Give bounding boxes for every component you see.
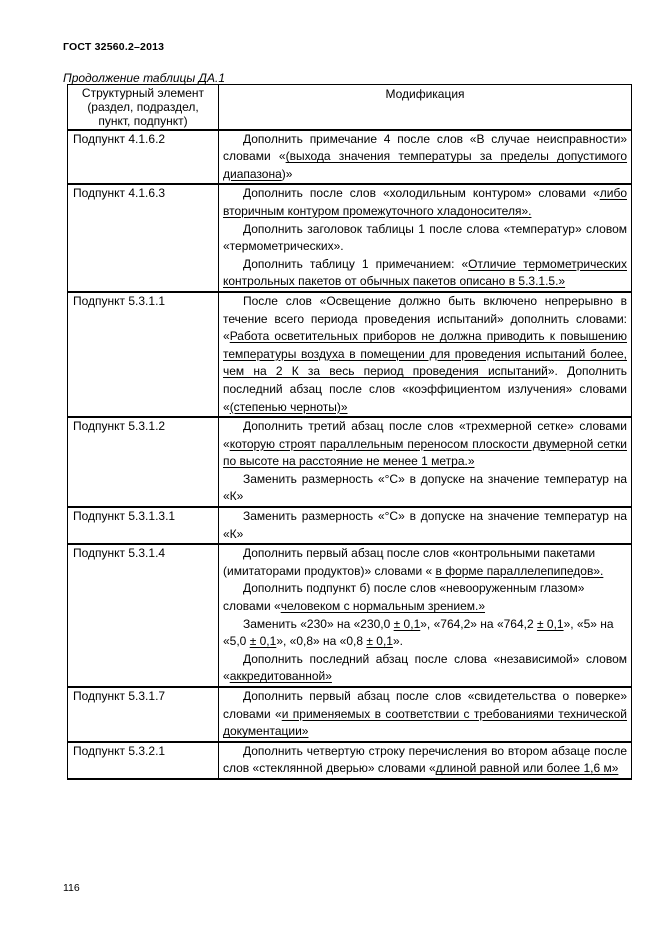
structural-element-cell: Подпункт 5.3.2.1	[68, 742, 219, 779]
modification-paragraph	[223, 293, 627, 416]
table-body	[68, 130, 632, 779]
instruction-text: Дополнить первый абзац после слов «контрольными пакетами (имитаторами продуктов)» словами «	[223, 546, 596, 578]
table-row	[68, 292, 632, 417]
structural-element-cell: Подпункт 5.3.1.1	[68, 292, 219, 417]
inserted-text: Отличие термометрических контрольных пакетов от обычных пакетов описано в 5.3.1.5.»	[223, 256, 627, 289]
modification-paragraph	[223, 616, 627, 651]
modification-paragraph	[223, 651, 627, 686]
instruction-text: ».	[392, 634, 403, 649]
structural-element-cell: Подпункт 4.1.6.3	[68, 184, 219, 292]
inserted-text: ± 0,1	[366, 634, 393, 649]
inserted-text: Работа осветительных приборов не должна приводить к повышению температуры воздуха в помещении для проведения испытаний более, чем на 2 К за весь период проведения испытаний	[223, 329, 627, 379]
modification-cell	[219, 742, 632, 779]
page-number: 116	[63, 882, 80, 894]
inserted-text: (выхода значения температуры за пределы допустимого диапазона	[223, 149, 628, 181]
structural-element-cell: Подпункт 5.3.1.7	[68, 687, 219, 742]
modification-paragraph	[223, 471, 627, 506]
inserted-text: которую строят параллельным переносом плоскости двумерной сетки по высоте на расстояние не менее 1 метра.»	[223, 436, 627, 469]
instruction-text: Дополнить таблицу 1 примечанием: «	[243, 256, 469, 271]
modification-paragraph	[223, 185, 627, 220]
inserted-text: в форме параллелепипедов».	[435, 563, 604, 578]
modification-table	[67, 84, 632, 780]
inserted-text: либо вторичным контуром промежуточного хладоносителя».	[223, 186, 627, 218]
instruction-text: Заменить «230» на «230,0	[243, 616, 394, 631]
inserted-text: ± 0,1	[249, 634, 277, 649]
instruction-text: После слов «Освещение должно быть включено непрерывно в течение всего периода проведения испытаний» дополнить словами: «	[223, 293, 627, 344]
structural-element-cell: Подпункт 5.3.1.3.1	[68, 507, 219, 544]
inserted-text: и применяемых в соответствии с требованиями технической документации»	[223, 706, 628, 739]
instruction-text: Дополнить последний абзац после слова «независимой» словом «	[223, 651, 627, 684]
inserted-text: длиной равной или более 1,6 м»	[435, 761, 619, 776]
table-row	[68, 742, 632, 779]
instruction-text: Заменить размерность «°С» в допуске на значение температур на «К»	[223, 471, 627, 504]
table-row	[68, 184, 632, 292]
instruction-text: », «5» на «5,0	[223, 616, 614, 649]
modification-cell	[219, 184, 632, 292]
modification-cell	[219, 687, 632, 742]
instruction-text: )»	[281, 166, 293, 181]
instruction-text: ». Дополнить последний абзац после слов «коэффициентом излучения» словами «	[223, 364, 627, 414]
structural-element-cell: Подпункт 5.3.1.4	[68, 544, 219, 687]
inserted-text: аккредитованной»	[229, 669, 332, 684]
inserted-text: (степенью черноты)»	[229, 399, 348, 414]
instruction-text: », «0,8» на «0,8	[276, 634, 367, 649]
modification-paragraph	[223, 545, 627, 580]
modification-cell	[219, 130, 632, 185]
modification-paragraph	[223, 256, 627, 291]
instruction-text: Дополнить примечание 4 после слов «В случае неисправности» словами «	[223, 131, 627, 164]
instruction-text: Дополнить заголовок таблицы 1 после слова «температур» словом «термометрических».	[223, 221, 627, 254]
modification-paragraph	[223, 508, 627, 543]
instruction-text: Дополнить третий абзац после слов «трехмерной сетке» словами «	[223, 419, 627, 451]
modification-cell	[219, 544, 632, 687]
modification-cell	[219, 292, 632, 417]
modification-paragraph	[223, 743, 627, 778]
column-header-element: Структурный элемент (раздел, подраздел, пункт, подпункт)	[68, 85, 219, 130]
modification-paragraph	[223, 580, 627, 615]
inserted-text: ± 0,1	[536, 616, 564, 631]
inserted-text: ± 0,1	[393, 616, 421, 631]
instruction-text: Заменить размерность «°С» в допуске на значение температур на «К»	[223, 509, 627, 541]
structural-element-cell: Подпункт 5.3.1.2	[68, 417, 219, 507]
table-row	[68, 507, 632, 544]
instruction-text: Дополнить первый абзац после слов «свидетельства о поверке» словами «	[223, 689, 627, 721]
table-row	[68, 417, 632, 507]
instruction-text: Дополнить после слов «холодильным контуром» словами «	[243, 186, 600, 201]
modification-cell	[219, 417, 632, 507]
document-code: ГОСТ 32560.2–2013	[63, 41, 165, 53]
column-header-modification: Модификация	[219, 85, 632, 130]
table-row	[68, 544, 632, 687]
modification-paragraph	[223, 131, 627, 184]
modification-cell	[219, 507, 632, 544]
modification-paragraph	[223, 688, 627, 741]
modification-paragraph	[223, 221, 627, 256]
table-row	[68, 687, 632, 742]
structural-element-cell: Подпункт 4.1.6.2	[68, 130, 219, 185]
table-row	[68, 130, 632, 185]
inserted-text: человеком с нормальным зрением.»	[280, 599, 486, 614]
table-continuation-caption: Продолжение таблицы ДА.1	[63, 71, 226, 85]
instruction-text: Дополнить четвертую строку перечисления во втором абзаце после слов «стеклянной дверью» словами «	[223, 743, 627, 776]
instruction-text: », «764,2» на «764,2	[420, 616, 537, 631]
modification-paragraph	[223, 418, 627, 471]
instruction-text: Дополнить подпункт б) после слов «невооруженным глазом» словами «	[223, 581, 585, 614]
